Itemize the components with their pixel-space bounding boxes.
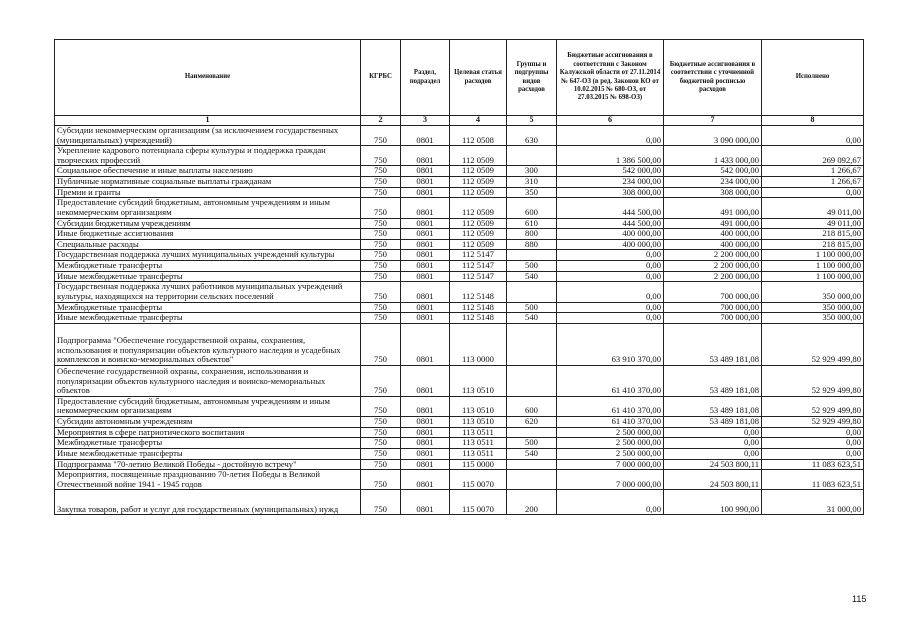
cell-refined: 700 000,00 [664,313,762,324]
cell-group: 200 [507,490,557,515]
cell-target: 113 0511 [450,427,507,438]
cell-group: 540 [507,271,557,282]
cell-target: 112 0509 [450,146,507,166]
cell-kgrbs: 750 [361,490,401,515]
cell-section: 0801 [401,365,450,396]
cell-section: 0801 [401,271,450,282]
cell-target: 112 5147 [450,271,507,282]
cell-name: Предоставление субсидий бюджетным, автономным учреждениям и иным некоммерческим организациям [55,396,361,416]
cell-kgrbs: 750 [361,218,401,229]
cell-section: 0801 [401,250,450,261]
cell-refined: 53 489 181,08 [664,365,762,396]
cell-kgrbs: 750 [361,261,401,272]
cell-law: 7 000 000,00 [557,459,664,470]
table-row [55,261,864,272]
cell-executed: 49 011,00 [762,218,864,229]
cell-executed: 52 929 499,80 [762,365,864,396]
table-row [55,365,864,396]
cell-refined: 1 433 000,00 [664,146,762,166]
cell-name: Публичные нормативные социальные выплаты гражданам [55,177,361,188]
cell-name: Укрепление кадрового потенциала сферы культуры и поддержка граждан творческих профессий [55,146,361,166]
cell-group [507,427,557,438]
table-row [55,177,864,188]
cell-kgrbs: 750 [361,229,401,240]
cell-name: Предоставление субсидий бюджетным, автономным учреждениям и иным некоммерческим организациям [55,198,361,218]
cell-executed: 0,00 [762,438,864,449]
cell-law: 2 500 000,00 [557,427,664,438]
col-refined-header: Бюджетные ассигнования в соответствии с уточненной бюджетной росписью расходов [664,40,762,116]
table-row [55,218,864,229]
cell-refined: 542 000,00 [664,166,762,177]
cell-name: Социальное обеспечение и иные выплаты населению [55,166,361,177]
cell-name: Подпрограмма "70-летию Великой Победы - достойную встречу" [55,459,361,470]
cell-section: 0801 [401,490,450,515]
table-row [55,323,864,365]
table-row [55,459,864,470]
cell-executed: 0,00 [762,187,864,198]
cell-law: 400 000,00 [557,229,664,240]
budget-table [54,39,864,515]
cell-group: 500 [507,438,557,449]
cell-kgrbs: 750 [361,271,401,282]
cell-refined: 53 489 181,08 [664,396,762,416]
cell-law: 0,00 [557,261,664,272]
cell-group: 500 [507,261,557,272]
cell-executed: 11 083 623,51 [762,470,864,490]
cell-refined: 491 000,00 [664,218,762,229]
col-number: 6 [557,116,664,126]
cell-target: 115 0070 [450,490,507,515]
cell-name: Государственная поддержка лучших работников муниципальных учреждений культуры, находящихся на территории сельских поселений [55,282,361,302]
cell-kgrbs: 750 [361,438,401,449]
cell-refined: 0,00 [664,438,762,449]
cell-refined: 2 200 000,00 [664,261,762,272]
cell-group: 500 [507,302,557,313]
cell-law: 400 000,00 [557,239,664,250]
cell-target: 112 5147 [450,250,507,261]
cell-kgrbs: 750 [361,417,401,428]
cell-target: 112 5147 [450,261,507,272]
cell-kgrbs: 750 [361,166,401,177]
cell-law: 7 000 000,00 [557,470,664,490]
cell-executed: 0,00 [762,427,864,438]
cell-section: 0801 [401,470,450,490]
cell-section: 0801 [401,459,450,470]
cell-refined: 700 000,00 [664,302,762,313]
cell-kgrbs: 750 [361,302,401,313]
cell-group: 300 [507,166,557,177]
cell-law: 542 000,00 [557,166,664,177]
cell-section: 0801 [401,239,450,250]
cell-executed: 1 266,67 [762,177,864,188]
cell-kgrbs: 750 [361,365,401,396]
cell-kgrbs: 750 [361,282,401,302]
cell-section: 0801 [401,302,450,313]
cell-target: 115 0070 [450,470,507,490]
table-row [55,229,864,240]
cell-kgrbs: 750 [361,448,401,459]
cell-group: 600 [507,198,557,218]
col-law-header: Бюджетные ассигнования в соответствии с Законом Калужской области от 27.11.2014 № 647-ОЗ (в ред. Законов КО от 10.02.2015 № 680-ОЗ, от 27.03.2015 № 698-ОЗ) [557,40,664,116]
cell-executed: 1 100 000,00 [762,261,864,272]
col-target-header: Целевая статья расходов [450,40,507,116]
cell-group: 600 [507,396,557,416]
cell-target: 112 0509 [450,229,507,240]
cell-group: 540 [507,313,557,324]
cell-target: 112 0509 [450,166,507,177]
cell-target: 112 0509 [450,198,507,218]
table-row [55,396,864,416]
cell-law: 0,00 [557,313,664,324]
cell-executed: 1 100 000,00 [762,250,864,261]
cell-name: Специальные расходы [55,239,361,250]
table-row [55,313,864,324]
cell-executed: 350 000,00 [762,302,864,313]
cell-section: 0801 [401,177,450,188]
cell-law: 0,00 [557,271,664,282]
cell-group [507,323,557,365]
cell-kgrbs: 750 [361,239,401,250]
col-number: 1 [55,116,361,126]
col-number: 7 [664,116,762,126]
cell-executed: 350 000,00 [762,313,864,324]
cell-name: Иные межбюджетные трансферты [55,313,361,324]
cell-section: 0801 [401,146,450,166]
table-row [55,282,864,302]
cell-group [507,146,557,166]
cell-group [507,470,557,490]
cell-refined: 400 000,00 [664,239,762,250]
table-row [55,490,864,515]
cell-name: Мероприятия, посвященные празднованию 70-летия Победы в Великой Отечественной войне 1941 - 1945 годов [55,470,361,490]
cell-section: 0801 [401,187,450,198]
cell-group: 630 [507,125,557,145]
header-row [55,40,864,116]
cell-executed: 31 000,00 [762,490,864,515]
cell-kgrbs: 750 [361,323,401,365]
cell-refined: 308 000,00 [664,187,762,198]
cell-refined: 3 090 000,00 [664,125,762,145]
cell-kgrbs: 750 [361,459,401,470]
cell-group [507,365,557,396]
cell-name: Субсидии бюджетным учреждениям [55,218,361,229]
table-row [55,166,864,177]
cell-law: 234 000,00 [557,177,664,188]
table-row [55,470,864,490]
cell-executed: 350 000,00 [762,282,864,302]
table-row [55,302,864,313]
cell-refined: 234 000,00 [664,177,762,188]
cell-refined: 2 200 000,00 [664,271,762,282]
cell-refined: 491 000,00 [664,198,762,218]
cell-law: 63 910 370,00 [557,323,664,365]
cell-target: 113 0511 [450,448,507,459]
cell-kgrbs: 750 [361,198,401,218]
table-row [55,417,864,428]
cell-target: 112 0509 [450,239,507,250]
col-section-header: Раздел, подраздел [401,40,450,116]
cell-law: 0,00 [557,282,664,302]
cell-group: 610 [507,218,557,229]
table-row [55,271,864,282]
cell-target: 113 0510 [450,417,507,428]
cell-executed: 52 929 499,80 [762,396,864,416]
table-row [55,125,864,145]
cell-target: 112 5148 [450,313,507,324]
cell-refined: 100 990,00 [664,490,762,515]
cell-target: 112 5148 [450,282,507,302]
cell-section: 0801 [401,438,450,449]
cell-law: 0,00 [557,125,664,145]
cell-refined: 24 503 800,11 [664,459,762,470]
cell-section: 0801 [401,218,450,229]
col-number: 2 [361,116,401,126]
col-number: 8 [762,116,864,126]
cell-refined: 700 000,00 [664,282,762,302]
col-number: 3 [401,116,450,126]
col-name-header: Наименование [55,40,361,116]
cell-section: 0801 [401,198,450,218]
cell-executed: 49 011,00 [762,198,864,218]
cell-refined: 0,00 [664,448,762,459]
cell-section: 0801 [401,166,450,177]
cell-name: Премии и гранты [55,187,361,198]
cell-section: 0801 [401,417,450,428]
cell-name: Иные межбюджетные трансферты [55,448,361,459]
cell-target: 112 0509 [450,218,507,229]
cell-executed: 1 100 000,00 [762,271,864,282]
cell-name: Закупка товаров, работ и услуг для государственных (муниципальных) нужд [55,490,361,515]
cell-section: 0801 [401,229,450,240]
cell-kgrbs: 750 [361,187,401,198]
cell-executed: 11 083 623,51 [762,459,864,470]
cell-group [507,459,557,470]
column-number-row [55,116,864,126]
cell-law: 444 500,00 [557,218,664,229]
cell-target: 115 0000 [450,459,507,470]
cell-target: 113 0510 [450,365,507,396]
cell-law: 0,00 [557,302,664,313]
cell-kgrbs: 750 [361,313,401,324]
cell-name: Субсидии автономным учреждениям [55,417,361,428]
cell-kgrbs: 750 [361,146,401,166]
cell-law: 2 500 000,00 [557,438,664,449]
table-row [55,187,864,198]
cell-target: 112 0509 [450,187,507,198]
cell-executed: 269 092,67 [762,146,864,166]
cell-law: 61 410 370,00 [557,396,664,416]
cell-name: Подпрограмма "Обеспечение государственной охраны, сохранения, использования и популяризации объектов культурного наследия и усадебных комплексов и воинско-мемориальных объектов" [55,323,361,365]
cell-refined: 0,00 [664,427,762,438]
cell-name: Государственная поддержка лучших муниципальных учреждений культуры [55,250,361,261]
cell-group [507,282,557,302]
cell-refined: 2 200 000,00 [664,250,762,261]
cell-group: 540 [507,448,557,459]
cell-section: 0801 [401,396,450,416]
table-row [55,438,864,449]
cell-refined: 53 489 181,08 [664,417,762,428]
cell-name: Иные бюджетные ассигнования [55,229,361,240]
cell-group: 800 [507,229,557,240]
cell-law: 2 500 000,00 [557,448,664,459]
cell-law: 61 410 370,00 [557,417,664,428]
cell-refined: 24 503 800,11 [664,470,762,490]
table-row [55,448,864,459]
cell-section: 0801 [401,427,450,438]
cell-executed: 52 929 499,80 [762,417,864,428]
cell-name: Субсидии некоммерческим организациям (за исключением государственных (муниципальных) учреждений) [55,125,361,145]
cell-kgrbs: 750 [361,427,401,438]
cell-name: Мероприятия в сфере патриотического воспитания [55,427,361,438]
table-row [55,427,864,438]
table-row [55,146,864,166]
table-row [55,250,864,261]
cell-target: 113 0000 [450,323,507,365]
cell-kgrbs: 750 [361,125,401,145]
cell-name: Иные межбюджетные трансферты [55,271,361,282]
page-number: 115 [852,594,867,604]
col-number: 4 [450,116,507,126]
cell-section: 0801 [401,282,450,302]
cell-executed: 0,00 [762,448,864,459]
cell-name: Межбюджетные трансферты [55,261,361,272]
table-row [55,239,864,250]
cell-kgrbs: 750 [361,470,401,490]
cell-target: 113 0511 [450,438,507,449]
cell-executed: 218 815,00 [762,229,864,240]
cell-section: 0801 [401,448,450,459]
cell-name: Межбюджетные трансферты [55,438,361,449]
col-executed-header: Исполнено [762,40,864,116]
cell-refined: 53 489 181,08 [664,323,762,365]
cell-section: 0801 [401,125,450,145]
cell-law: 0,00 [557,490,664,515]
cell-executed: 52 929 499,80 [762,323,864,365]
cell-law: 308 000,00 [557,187,664,198]
cell-group [507,250,557,261]
cell-refined: 400 000,00 [664,229,762,240]
cell-kgrbs: 750 [361,396,401,416]
cell-law: 0,00 [557,250,664,261]
cell-executed: 1 266,67 [762,166,864,177]
col-kgrbs-header: КГРБС [361,40,401,116]
cell-executed: 0,00 [762,125,864,145]
cell-kgrbs: 750 [361,250,401,261]
cell-target: 112 0509 [450,177,507,188]
cell-target: 113 0510 [450,396,507,416]
cell-name: Межбюджетные трансферты [55,302,361,313]
cell-group: 620 [507,417,557,428]
cell-section: 0801 [401,313,450,324]
col-groups-header: Группы и подгруппы видов расходов [507,40,557,116]
cell-group: 880 [507,239,557,250]
cell-executed: 218 815,00 [762,239,864,250]
cell-target: 112 5148 [450,302,507,313]
cell-section: 0801 [401,261,450,272]
cell-section: 0801 [401,323,450,365]
cell-group: 350 [507,187,557,198]
cell-target: 112 0508 [450,125,507,145]
table-row [55,198,864,218]
cell-group: 310 [507,177,557,188]
cell-kgrbs: 750 [361,177,401,188]
cell-law: 61 410 370,00 [557,365,664,396]
cell-law: 444 500,00 [557,198,664,218]
cell-law: 1 386 500,00 [557,146,664,166]
col-number: 5 [507,116,557,126]
cell-name: Обеспечение государственной охраны, сохранения, использования и популяризации объектов культурного наследия и воинско-мемориальных объектов [55,365,361,396]
